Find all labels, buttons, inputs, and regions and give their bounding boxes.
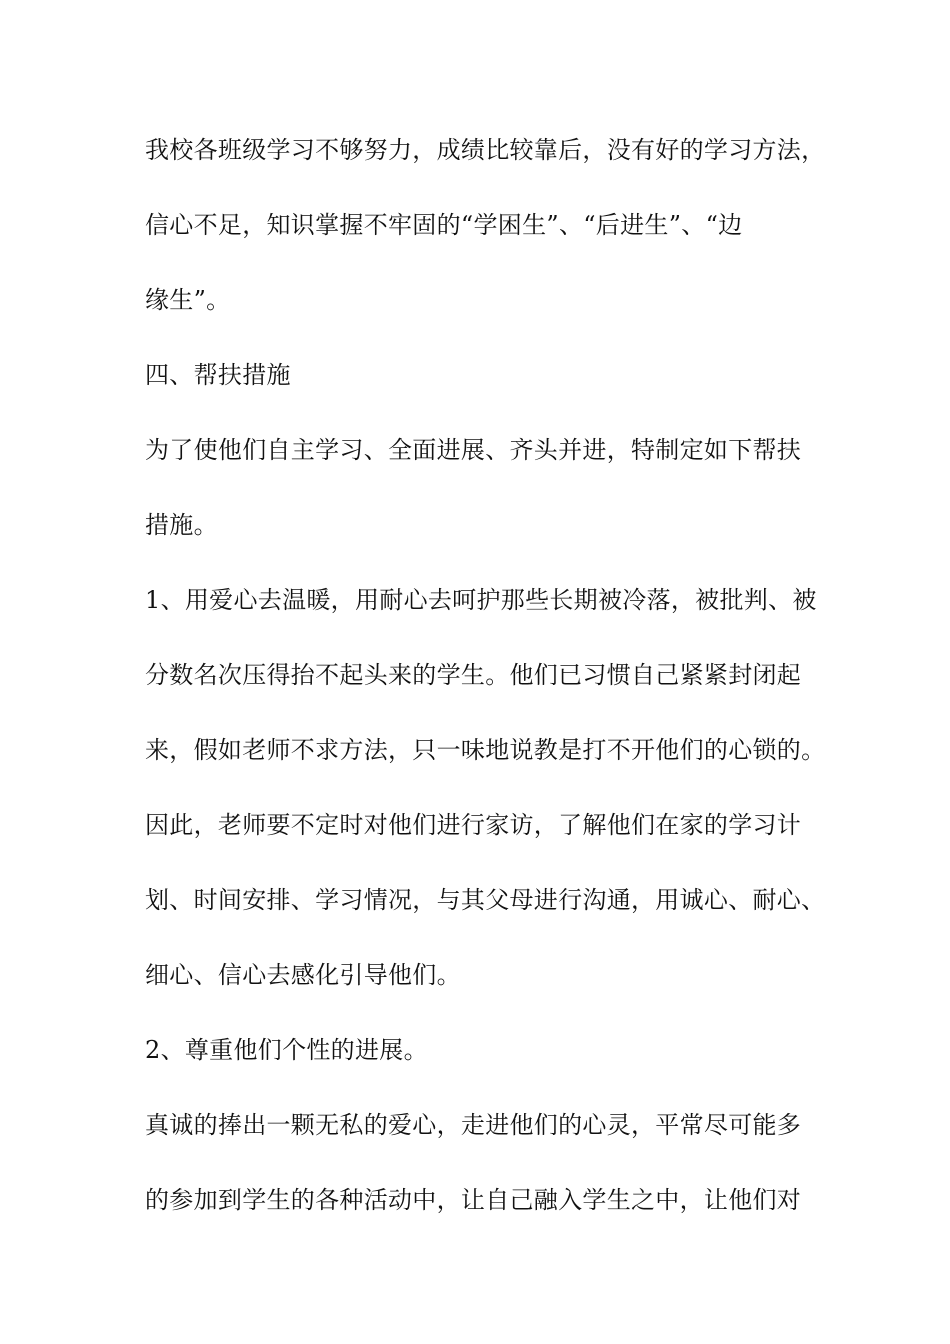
text-line: 细心、信心去感化引导他们。 [145, 961, 461, 989]
text-line: 缘生”。 [145, 286, 231, 314]
text-line: 信心不足，知识掌握不牢固的“学困生”、“后进生”、“边 [145, 211, 743, 239]
text-line: 真诚的捧出一颗无私的爱心，走进他们的心灵，平常尽可能多 [145, 1111, 802, 1139]
text-line: 划、时间安排、学习情况，与其父母进行沟通，用诚心、耐心、 [145, 886, 826, 914]
text-line: 为了使他们自主学习、全面进展、齐头并进，特制定如下帮扶 [145, 436, 802, 464]
text-line: 来，假如老师不求方法，只一味地说教是打不开他们的心锁的。 [145, 736, 826, 764]
text-line: 因此，老师要不定时对他们进行家访，了解他们在家的学习计 [145, 811, 802, 839]
text-line: 措施。 [145, 511, 218, 539]
text-line: 1、用爱心去温暖，用耐心去呵护那些长期被冷落，被批判、被 [145, 586, 817, 614]
section-heading: 四、帮扶措施 [145, 361, 291, 389]
text-line: 我校各班级学习不够努力，成绩比较靠后，没有好的学习方法， [145, 136, 826, 164]
text-line: 分数名次压得抬不起头来的学生。他们已习惯自己紧紧封闭起 [145, 661, 802, 689]
text-line: 2、尊重他们个性的进展。 [145, 1036, 428, 1064]
text-line: 的参加到学生的各种活动中，让自己融入学生之中，让他们对 [145, 1186, 802, 1214]
